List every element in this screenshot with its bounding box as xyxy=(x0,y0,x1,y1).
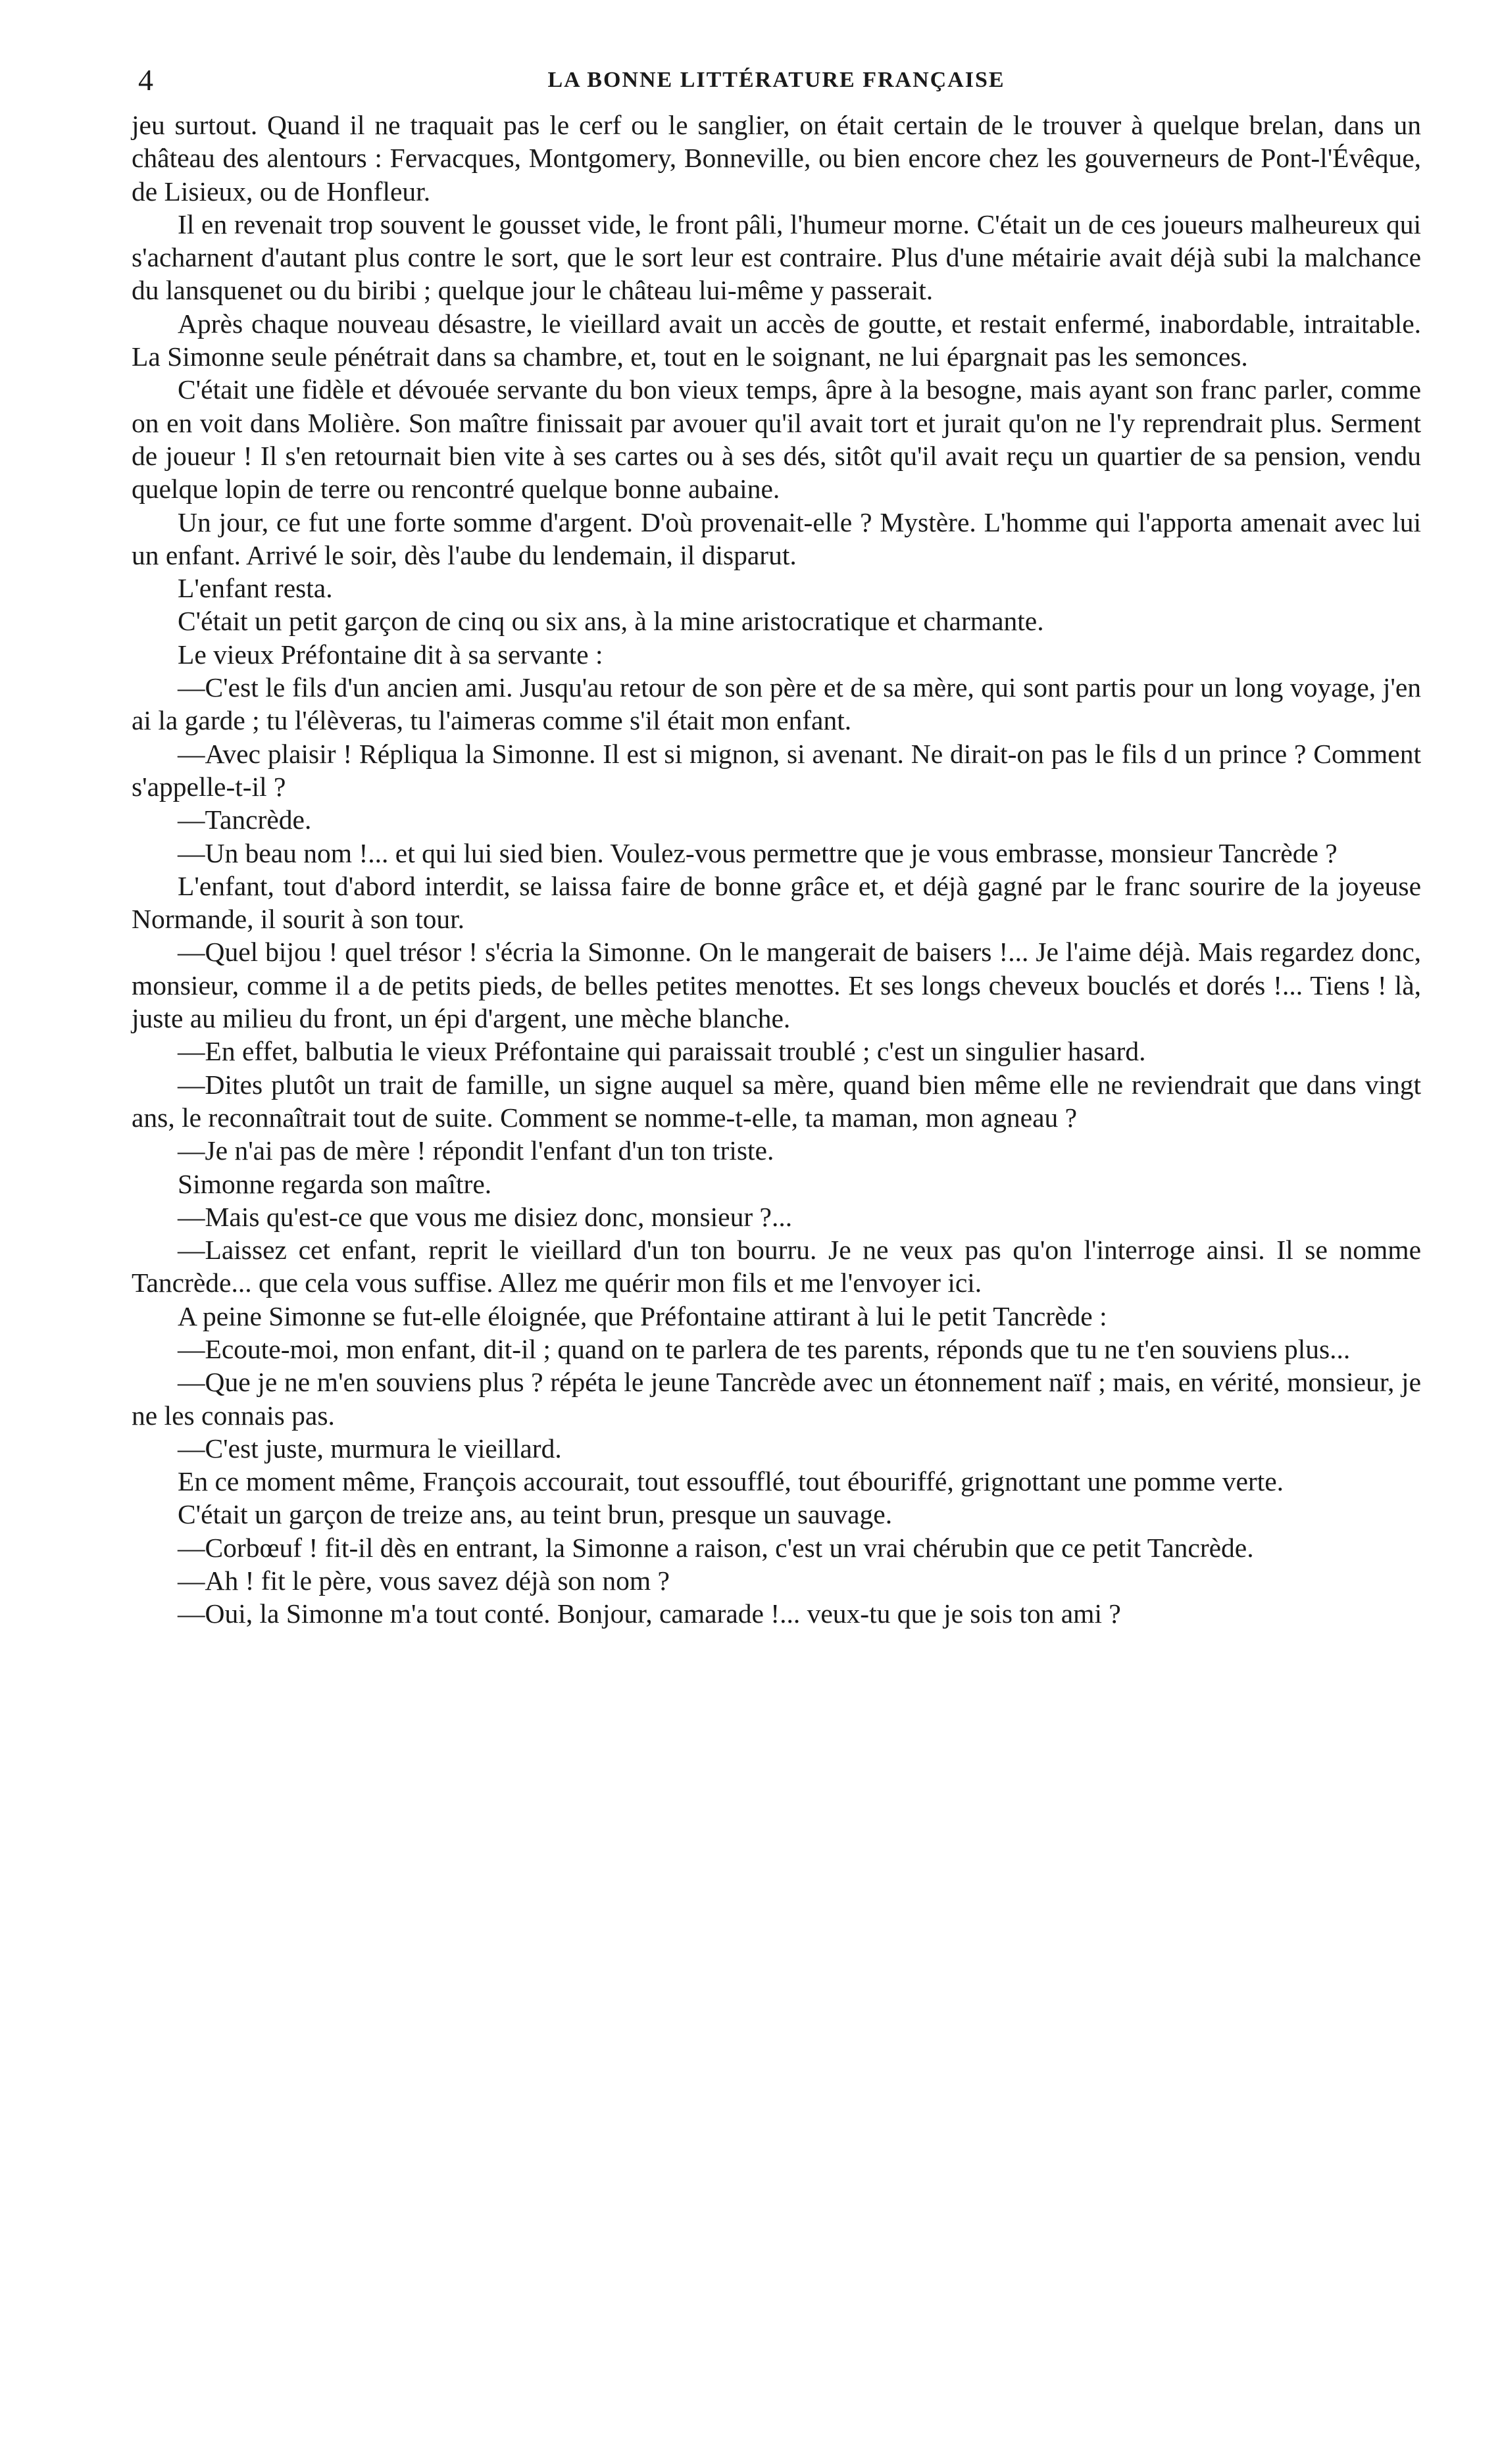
paragraph: Il en revenait trop souvent le gousset vide, le front pâli, l'humeur morne. C'était un de ces joueurs malheureux qui s'acharnent d'autant plus contre le sort, que le sort leur est contraire. Plus d'une métairie avait déjà subi la malchance du lansquenet ou du biribi ; quelque jour le château lui-même y passerait. xyxy=(132,209,1421,306)
dialogue-line: —Quel bijou ! quel trésor ! s'écria la Simonne. On le mangerait de baisers !... Je l'aime déjà. Mais regardez donc, monsieur, comme il a de petits pieds, de belles petites menottes. Et ses longs cheveux bouclés et dorés !... Tiens ! là, juste au milieu du front, un épi d'argent, une mèche blanche. xyxy=(132,937,1421,1034)
dialogue-line: —C'est juste, murmura le vieillard. xyxy=(178,1433,562,1464)
page-number: 4 xyxy=(138,63,153,97)
dialogue-line: —Que je ne m'en souviens plus ? répéta le jeune Tancrède avec un étonnement naïf ; mais, en vérité, monsieur, je ne les connais pas. xyxy=(132,1367,1421,1431)
body-text xyxy=(132,109,1421,1631)
dialogue-line: —Ecoute-moi, mon enfant, dit-il ; quand on te parlera de tes parents, réponds que tu ne t'en souviens plus... xyxy=(178,1333,1351,1364)
dialogue-line: —Ah ! fit le père, vous savez déjà son nom ? xyxy=(178,1565,670,1596)
dialogue-line: —Tancrède. xyxy=(178,804,312,835)
dialogue-line: —Laissez cet enfant, reprit le vieillard d'un ton bourru. Je ne veux pas qu'on l'interroge ainsi. Il se nomme Tancrède... que cela vous suffise. Allez me quérir mon fils et me l'envoyer ici. xyxy=(132,1235,1421,1298)
paragraph: Un jour, ce fut une forte somme d'argent. D'où provenait-elle ? Mystère. L'homme qui l'apporta amenait avec lui un enfant. Arrivé le soir, dès l'aube du lendemain, il disparut. xyxy=(132,506,1421,570)
paragraph: L'enfant, tout d'abord interdit, se laissa faire de bonne grâce et, et déjà gagné par le franc sourire de la joyeuse Normande, il sourit à son tour. xyxy=(132,870,1421,935)
dialogue-line: —En effet, balbutia le vieux Préfontaine qui paraissait troublé ; c'est un singulier hasard. xyxy=(178,1036,1146,1067)
dialogue-line: —Un beau nom !... et qui lui sied bien. Voulez-vous permettre que je vous embrasse, monsieur Tancrède ? xyxy=(178,837,1338,868)
dialogue-line: —Dites plutôt un trait de famille, un signe auquel sa mère, quand bien même elle ne reviendrait que dans vingt ans, le reconnaîtrait tout de suite. Comment se nomme-t-elle, ta maman, mon agneau ? xyxy=(132,1069,1421,1133)
dialogue-line: —Mais qu'est-ce que vous me disiez donc, monsieur ?... xyxy=(178,1201,793,1232)
dialogue-line: —C'est le fils d'un ancien ami. Jusqu'au retour de son père et de sa mère, qui sont partis pour un long voyage, j'en ai la garde ; tu l'élèveras, tu l'aimeras comme s'il était mon enfant. xyxy=(132,672,1421,736)
paragraph: C'était un garçon de treize ans, au teint brun, presque un sauvage. xyxy=(178,1499,893,1530)
dialogue-line: —Corbœuf ! fit-il dès en entrant, la Simonne a raison, c'est un vrai chérubin que ce petit Tancrède. xyxy=(178,1532,1254,1563)
paragraph: C'était un petit garçon de cinq ou six ans, à la mine aristocratique et charmante. xyxy=(178,606,1044,637)
running-title: LA BONNE LITTÉRATURE FRANÇAISE xyxy=(547,68,1005,92)
paragraph: A peine Simonne se fut-elle éloignée, que Préfontaine attirant à lui le petit Tancrède : xyxy=(178,1300,1107,1331)
paragraph: En ce moment même, François accourait, tout essoufflé, tout ébouriffé, grignottant une pomme verte. xyxy=(178,1466,1284,1497)
paragraph: jeu surtout. Quand il ne traquait pas le cerf ou le sanglier, on était certain de le trouver à quelque brelan, dans un château des alentours : Fervacques, Montgomery, Bonneville, ou bien encore chez les gouverneurs de Pont-l'Évêque, de Lisieux, ou de Honfleur. xyxy=(132,110,1421,207)
paragraph: Le vieux Préfontaine dit à sa servante : xyxy=(178,639,603,670)
paragraph: C'était une fidèle et dévouée servante du bon vieux temps, âpre à la besogne, mais ayant son franc parler, comme on en voit dans Molière. Son maître finissait par avouer qu'il avait tort et jurait qu'on ne l'y reprendrait plus. Serment de joueur ! Il s'en retournait bien vite à ses cartes ou à ses dés, sitôt qu'il avait reçu un quartier de sa pension, vendu quelque lopin de terre ou rencontré quelque bonne aubaine. xyxy=(132,374,1421,505)
dialogue-line: —Je n'ai pas de mère ! répondit l'enfant d'un ton triste. xyxy=(178,1135,774,1166)
paragraph: L'enfant resta. xyxy=(178,573,333,604)
page-header xyxy=(132,62,1421,109)
paragraph: Simonne regarda son maître. xyxy=(178,1168,492,1199)
dialogue-line: —Avec plaisir ! Répliqua la Simonne. Il est si mignon, si avenant. Ne dirait-on pas le fils d un prince ? Comment s'appelle-t-il ? xyxy=(132,738,1421,802)
book-page xyxy=(132,62,1421,1631)
paragraph: Après chaque nouveau désastre, le vieillard avait un accès de goutte, et restait enfermé, inabordable, intraitable. La Simonne seule pénétrait dans sa chambre, et, tout en le soignant, ne lui épargnait pas les semonces. xyxy=(132,308,1421,372)
dialogue-line: —Oui, la Simonne m'a tout conté. Bonjour, camarade !... veux-tu que je sois ton ami ? xyxy=(178,1598,1121,1629)
